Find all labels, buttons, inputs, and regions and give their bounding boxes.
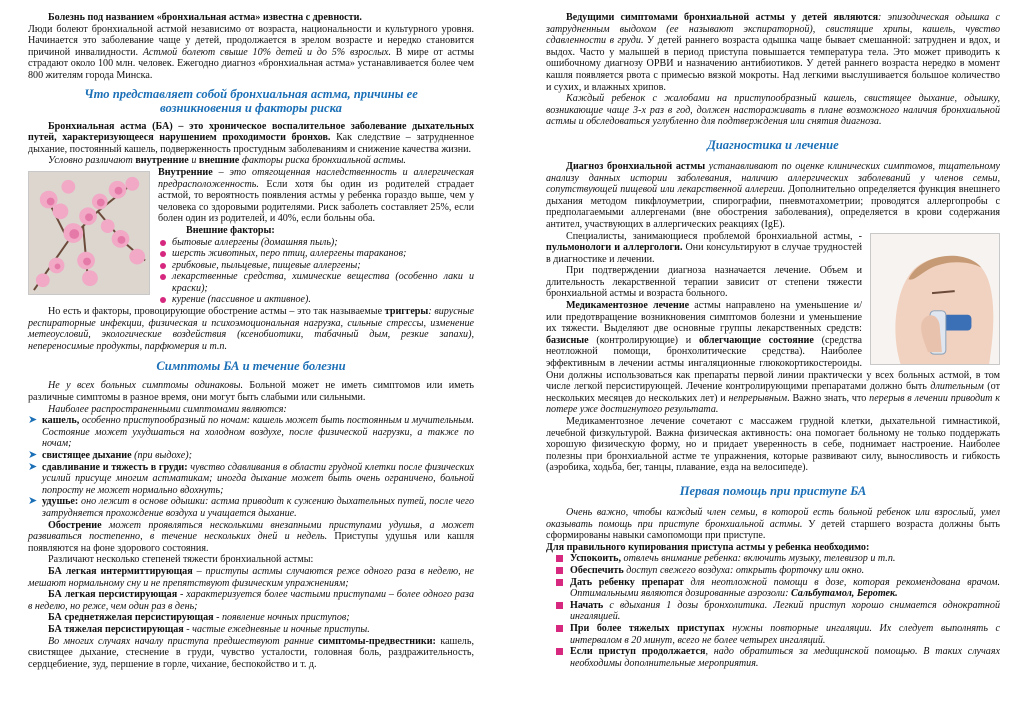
symptom-desc: (при выдохе); — [131, 450, 192, 461]
symptom-desc: чувство сдавливания в области грудной клетки после физических усилий присуще многим астматикам; иногда дыхание может быть очень ограничено, больной попросту не может нормально вдохнуть; — [42, 461, 474, 496]
specialists-paragraph: Специалисты, занимающиеся проблемой бронхиальной астмы, - пульмонологи и аллергологи. Они консультируют в случае трудностей в диагностике и лечении. — [546, 230, 862, 265]
arrow-right-icon: ➤ — [28, 414, 38, 427]
first-aid-item — [556, 553, 1000, 565]
arrow-right-icon: ➤ — [28, 460, 38, 473]
section-title-definition: Что представляет собой бронхиальная астма, причины ее возникновения и факторы риска — [84, 86, 418, 115]
severity-desc: - частые ежедневные и ночные приступы. — [183, 623, 370, 635]
precursors-paragraph: Во многих случаях началу приступа предшествуют ранние симптомы-предвестники: кашель, свистящее дыхание, стеснение в груди, чувство усталости, головная боль, раздражительность, сердцебиение, зуд, першение в горле, чихание, беспокойство и т. д. — [28, 635, 474, 670]
external-factor-item: шерсть животных, перо птиц, аллергены тараканов; — [160, 248, 474, 260]
treatment-paragraph: При подтверждении диагноза назначается лечение. Объем и длительность лекарственной терапии зависит от степени тяжести бронхиальной астмы и возраста больного. — [546, 265, 862, 300]
first-aid-detail: с вдыхания 1 дозы бронхолитика. Легкий приступ хорошо снимается однократной ингаляцией. — [570, 599, 1000, 623]
symptoms-intro: Не у всех больных симптомы одинаковы. Больной может не иметь симптомов или иметь различные симптомы в разное время, они могут быть слабыми или сильными. — [28, 380, 474, 404]
first-aid-action: Дать ребенку препарат — [570, 576, 684, 588]
severity-name: БА легкая интермиттирующая — [48, 565, 193, 577]
symptom-item — [28, 415, 474, 450]
child-warning-paragraph: Каждый ребенок с жалобами на приступообразный кашель, свистящее дыхание, одышку, возникающие чаще 3-х раз в год, должен настораживать в плане возможного наличия бронхиальной астмы и обследоваться углубленно для подтверждения или снятия диагноза. — [546, 93, 1000, 128]
severity-item — [28, 624, 474, 636]
first-aid-action: При более тяжелых приступах — [570, 622, 725, 634]
severity-desc: - появление ночных приступов; — [213, 612, 350, 624]
triggers-paragraph: Но есть и факторы, провоцирующие обострение астмы – это так называемые триггеры: вирусные респираторные инфекции, физическая и психоэмоциональная нагрузка, сильные стрессы, изменение метеоусловий, экологические воздействия (ксенобиотики, табачный дым, резкие запахи), непереносимые продукты, парфюмерия и т.п. — [28, 306, 475, 352]
first-aid-item — [556, 646, 1000, 669]
inhaler-photo — [870, 233, 1000, 365]
internal-factors: Внутренние – это отягощенная наследственность и аллергическая предрасположенность. Если хотя бы один из родителей страдает астмой, то вероятность появления астмы у ребенка гораздо выше, чем у человека со здоровыми родителями. Риск заболеть составляет 25%, если болен один из родителей, и 40%, если больны оба. — [158, 166, 474, 225]
severity-name: БА тяжелая персистирующая — [48, 623, 184, 635]
section-title-diagnostics: Диагностика и лечение — [707, 137, 839, 152]
first-aid-detail: нужны повторные ингаляции. Их следует выполнять с интервалом в 20 минут, всего не более четырех ингаляций. — [570, 622, 1000, 646]
symptom-desc: оно лежит в основе одышки: астма приводит к сужению дыхательных путей, после чего затрудняется прохождение воздуха и учащается дыхание. — [42, 496, 474, 519]
first-aid-action: Начать — [570, 599, 604, 611]
first-aid-detail: для неотложной помощи в дозе, которая рекомендована врачом. Оптимальными являются дозированные аэрозоли: — [570, 576, 1000, 600]
diagnosis-paragraph: Диагноз бронхиальной астмы устанавливают по оценке клинических симптомов, тщательному анализу данных истории заболевания, наличию аллергических заболеваний у членов семьи, сопутствующей пищевой или лекарственной аллергии. Дополнительно определяется функция внешнего дыхания методом пикфлоуметрии, спирографии, пневмотахометрии; проводятся аллергопробы с предполагаемыми аллергенами (вне обострения заболевания), определяется в крови содержания антител, участвующих в аллергических реакциях (IgE). — [546, 160, 1000, 230]
severity-desc: - характеризуется более частыми приступами – более одного раза в неделю, но реже, чем один раз в день; — [28, 589, 474, 612]
first-aid-heading: Для правильного купирования приступа астмы у ребенка необходимо: — [546, 541, 870, 553]
first-aid-detail: отвлечь внимание ребенка: включить музыку, телевизор и т.п. — [621, 553, 896, 565]
external-factors-label: Внешние факторы: — [186, 224, 275, 236]
definition-paragraph: Бронхиальная астма (БА) – это хроническое воспалительное заболевание дыхательных путей, характеризующееся нарушением проходимости бронхов. Как следствие – затрудненное дыхание, постоянный кашель, подверженность простудным заболеваниям и снижение качества жизни. — [28, 120, 474, 155]
symptom-list — [28, 415, 474, 519]
severity-list — [28, 566, 474, 636]
first-aid-action: Если приступ продолжается — [570, 646, 706, 658]
first-aid-item — [556, 600, 1000, 623]
symptom-name: удушье: — [42, 496, 79, 508]
symptom-item — [28, 462, 474, 497]
severity-item — [28, 589, 474, 612]
external-factor-item: бытовые аллергены (домашняя пыль); — [160, 237, 474, 249]
left-column — [28, 12, 474, 670]
first-aid-intro: Очень важно, чтобы каждый член семьи, в которой есть больной ребенок или взрослый, умел оказывать помощь при приступе бронхиальной астмы. У детей старшего возраста должны быть сформированы навыки самопомощи при приступе. — [546, 506, 1000, 542]
arrow-right-icon: ➤ — [28, 449, 38, 461]
medication-paragraph: Медикаментозное лечение астмы направлено на уменьшение и/или предотвращение возникновения симптомов болезни и уменьшение их тяжести. Выделяют две основные группы лекарственных средств: базисные (контролирующие) и облегчающие состояние (средства неотложной помощи, бронхолитические средства). Наиболее эффективным в лечении астмы ингаляционные глюкокортикостероиды. Они должны использоваться как препараты первой линии практически у всех больных астмой, в том числе легкой персистирующей. Лечение контролирующими препаратами должно быть длительным (от нескольких месяцев до нескольких лет) и непрерывным. Важно знать, что перерыв в лечении приводит к потере уже достигнутого результата. — [546, 300, 1000, 416]
severity-desc: – приступы астмы случаются реже одного раза в неделю, не мешают нормальному сну и не препятствуют физическим упражнениям; — [28, 565, 474, 589]
intro-paragraph: Болезнь под названием «бронхиальная астма» известна с древности. Люди болеют бронхиальной астмой независимо от возраста, национальности и культурного уровня. Начинается это заболевание чаще у детей, продолжается в зрелом возрасте и нередко становится причиной инвалидности. Астмой болеют свыше 10% детей и до 5% взрослых. В мире от астмы страдают около 100 млн. человек. Ежегодно диагноз «бронхиальная астма» устанавливается более чем 800 жителям города Минска. — [28, 12, 474, 81]
severity-item — [28, 566, 474, 589]
first-aid-detail: , надо обратиться за медицинской помощью. В таких случаях необходимы дополнительные мероприятия. — [570, 646, 1001, 669]
right-column — [546, 12, 1000, 669]
first-aid-action: Успокоить, — [570, 553, 622, 565]
symptom-name: свистящее дыхание — [42, 450, 132, 461]
exacerbation-paragraph: Обострение может проявляться несколькими внезапными приступами удушья, а может развиваться постепенно, в течение нескольких дней и недель. Приступы удушья или кашля появляются на фоне здорового состояния. — [28, 519, 474, 554]
severity-name: БА среднетяжелая персистирующая — [48, 612, 214, 624]
arrow-right-icon: ➤ — [28, 495, 38, 508]
first-aid-list — [546, 553, 1000, 669]
first-aid-detail: доступ свежего воздуха: открыть форточку или окно. — [623, 564, 865, 576]
severity-intro: Различают несколько степеней тяжести бронхиальной астмы: — [48, 554, 314, 566]
first-aid-drugs: Сальбутамол, Беротек. — [788, 588, 898, 600]
external-factor-item: курение (пассивное и активное). — [160, 294, 474, 306]
first-aid-item — [556, 577, 1000, 600]
first-aid-action: Обеспечить — [570, 564, 624, 576]
section-title-symptoms: Симптомы БА и течение болезни — [156, 359, 346, 374]
symptom-name: сдавливание и тяжесть в груди: — [42, 461, 188, 473]
external-factor-item: грибковые, пыльцевые, пищевые аллергены; — [160, 260, 474, 272]
symptom-desc: особенно приступообразный по ночам: кашель может быть постоянным и мучительным. Состояние может ухудшаться на холодном воздухе, после физической нагрузки, а также по ночам; — [42, 415, 474, 450]
factors-intro: Условно различают внутренние и внешние факторы риска бронхиальной астмы. — [48, 155, 406, 167]
first-aid-item — [556, 565, 1000, 577]
section-title-first-aid: Первая помощь при приступе БА — [679, 483, 867, 498]
symptom-item — [28, 496, 474, 519]
symptom-item — [28, 450, 474, 462]
symptom-name: кашель, — [42, 415, 80, 427]
severity-item — [28, 612, 474, 624]
first-aid-item — [556, 623, 1000, 646]
blossom-photo — [28, 171, 150, 295]
common-symptoms: Наиболее распространенными симптомами являются: — [48, 403, 287, 415]
external-factor-item: лекарственные средства, химические вещества (особенно лаки и краски); — [160, 271, 474, 294]
child-symptoms-paragraph: Ведущими симптомами бронхиальной астмы у детей являются: эпизодическая одышка с затрудненным выдохом (ее называют экспираторной), свистящие хрипы, кашель, чувство сдавленности в груди. У детей раннего возраста одышка чаще бывает смешанной: затруднен и вдох, и выдох. Часто у малышей в период приступа повышается температура тела. Это может приводить к ошибочному диагнозу ОРВИ и назначению антибиотиков. У детей раннего возраста нередко в момент кашля появляется рвота с примесью вязкой мокроты. Над легкими выслушивается большое количество и сухих, и влажных хрипов. — [546, 12, 1000, 93]
non-medication-paragraph: Медикаментозное лечение сочетают с массажем грудной клетки, дыхательной гимнастикой, лечебной физкультурой. Важна физическая активность: она помогает больному не только поддержать хорошую физическую форму, но и придает уверенность в себе, поднимает настроение. Наиболее полезны при бронхиальной астме те упражнения, которые развивают силу, выносливость и гибкость (аэробика, ходьба, бег, танцы, плавание, езда на велосипеде). — [546, 416, 1000, 474]
severity-name: БА легкая персистирующая — [48, 589, 178, 601]
